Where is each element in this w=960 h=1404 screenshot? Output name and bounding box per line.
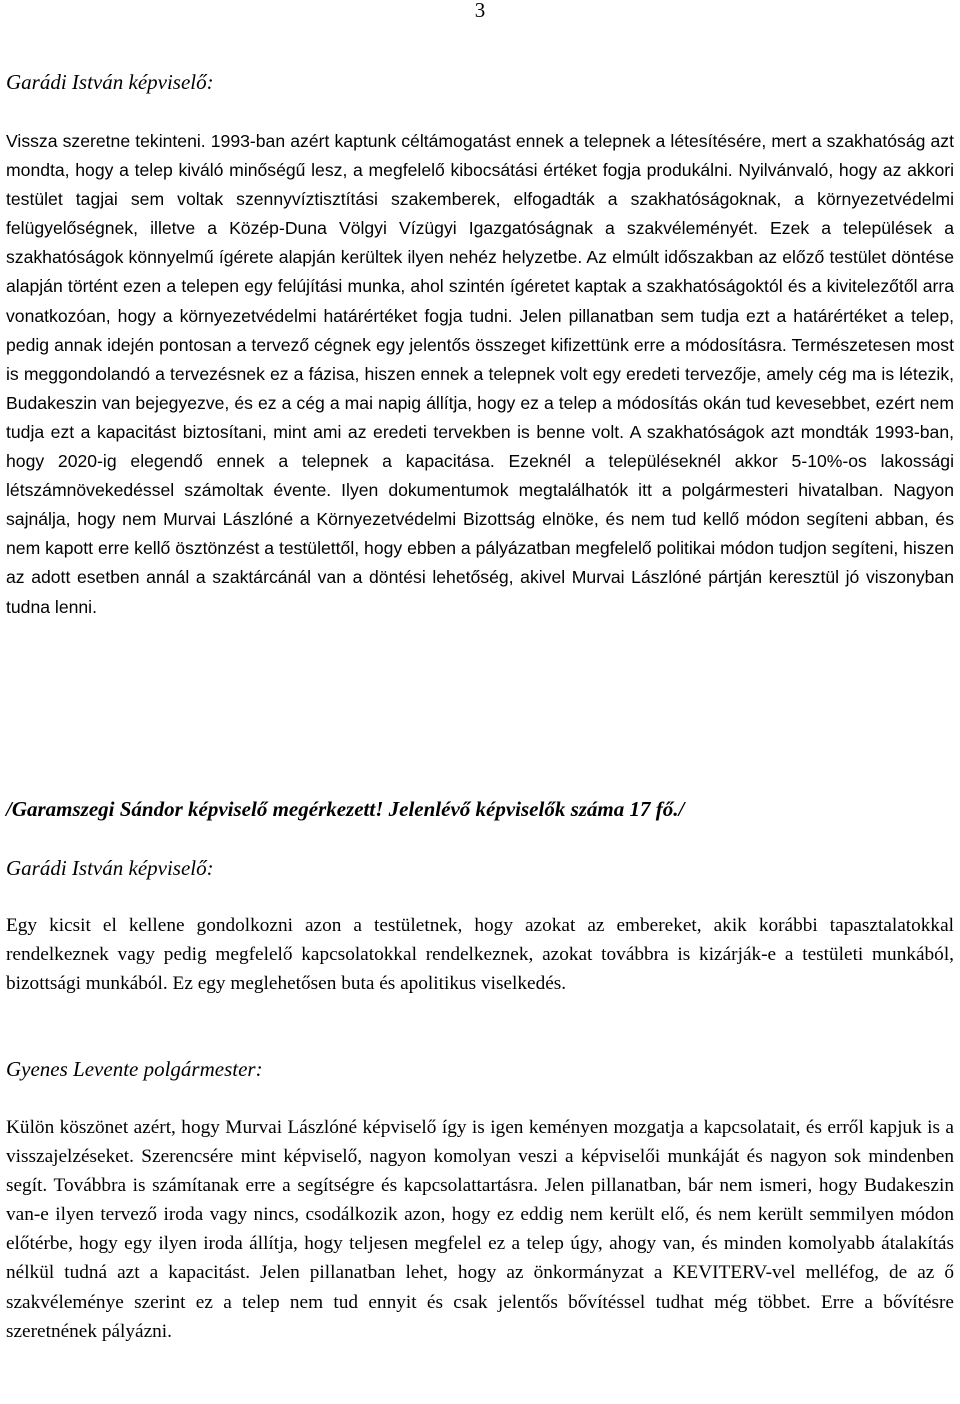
speaker-heading: Gyenes Levente polgármester: [6,1057,263,1081]
speaker-heading: Garádi István képviselő: [6,70,214,94]
page-number: 3 [474,0,486,22]
speaker-heading: Garádi István képviselő: [6,856,214,880]
speech-paragraph: Vissza szeretne tekinteni. 1993-ban azért kaptunk céltámogatást ennek a telepnek a létesítésére, mert a szakhatóság azt mondta, hogy a telep kiváló minőségű lesz, a megfelelő kibocsátási értéket fogja produkálni. Nyilvánvaló, hogy az akkori testület tagjai sem voltak szennyvíztisztítási szakemberek, elfogadták a szakhatóságoknak, a környezetvédelmi felügyelőségnek, illetve a Közép-Duna Völgyi Vízügyi Igazgatóságnak a szakvéleményét. Ezek a települések a szakhatóságok könnyelmű ígérete alapján kerültek ilyen nehéz helyzetbe. Az elmúlt időszakban az előző testület döntése alapján történt ezen a telepen egy felújítási munka, ahol szintén ígéretet kaptak a szakhatóságoktól és a kivitelezőtől arra vonatkozóan, hogy a környezetvédelmi határértéket fogja tudni. Jelen pillanatban sem tudja ezt a határértéket a telep, pedig annak idején pontosan a tervező cégnek egy jelentős összeget kifizettünk erre a módosításra. Természetesen most is meggondolandó a tervezésnek ez a fázisa, hiszen ennek a telepnek volt egy eredeti tervezője, amely cég ma is létezik, Budakeszin van bejegyezve, és ez a cég a mai napig állítja, hogy ez a telep a módosítás okán tud kevesebbet, ezért nem tudja ezt a kapacitást biztosítani, mint ami az eredeti tervekben is benne volt. A szakhatóságok azt mondták 1993-ban, hogy 2020-ig elegendő ennek a telepnek a kapacitása. Ezeknél a településeknél akkor 5-10%-os lakossági létszámnövekedéssel számoltak évente. Ilyen dokumentumok megtalálhatók itt a polgármesteri hivatalban. Nagyon sajnálja, hogy nem Murvai Lászlóné a Környezetvédelmi Bizottság elnöke, és nem tud kellő módon segíteni abban, és nem kapott erre kellő ösztönzést a testülettől, hogy ebben a pályázatban megfelelő politikai módon tudjon segíteni, hiszen az adott esetben annál a szaktárcánál van a döntési lehetőség, akivel Murvai Lászlóné pártján keresztül jó viszonyban tudna lenni. [6,131,954,617]
speech-paragraph: Egy kicsit el kellene gondolkozni azon a testületnek, hogy azokat az embereket, akik korábbi tapasztalatokkal rendelkeznek vagy pedig megfelelő kapcsolatokkal rendelkeznek, azokat továbbra is kizárják-e a testületi munkából, bizottsági munkából. Ez egy meglehetősen buta és apolitikus viselkedés. [6,915,954,995]
speech-paragraph: Külön köszönet azért, hogy Murvai Lászlóné képviselő így is igen keményen mozgatja a kapcsolatait, és erről kapjuk is a visszajelzéseket. Szerencsére mint képviselő, nagyon komolyan veszi a képviselői munkáját és nagyon sok mindenben segít. Továbbra is számítanak erre a segítségre és kapcsolattartásra. Jelen pillanatban, bár nem ismeri, hogy Budakeszin van-e ilyen tervező iroda vagy nincs, csodálkozik azon, hogy ez eddig nem került elő, és nem került semmilyen módon előtérbe, hogy egy ilyen iroda állítja, hogy teljesen megfelel ez a telep úgy, ahogy van, és minden komolyabb átalakítás nélkül tudná azt a kapacitást. Jelen pillanatban lehet, hogy az önkormányzat a KEVITERV-vel melléfog, de az ő szakvéleménye szerint ez a telep nem tud ennyit és csak jelentős bővítéssel tudhat még többet. Erre a bővítésre szeretnének pályázni. [6,1117,954,1342]
attendance-note: /Garamszegi Sándor képviselő megérkezett! Jelenlévő képviselők száma 17 fő./ [6,797,685,821]
